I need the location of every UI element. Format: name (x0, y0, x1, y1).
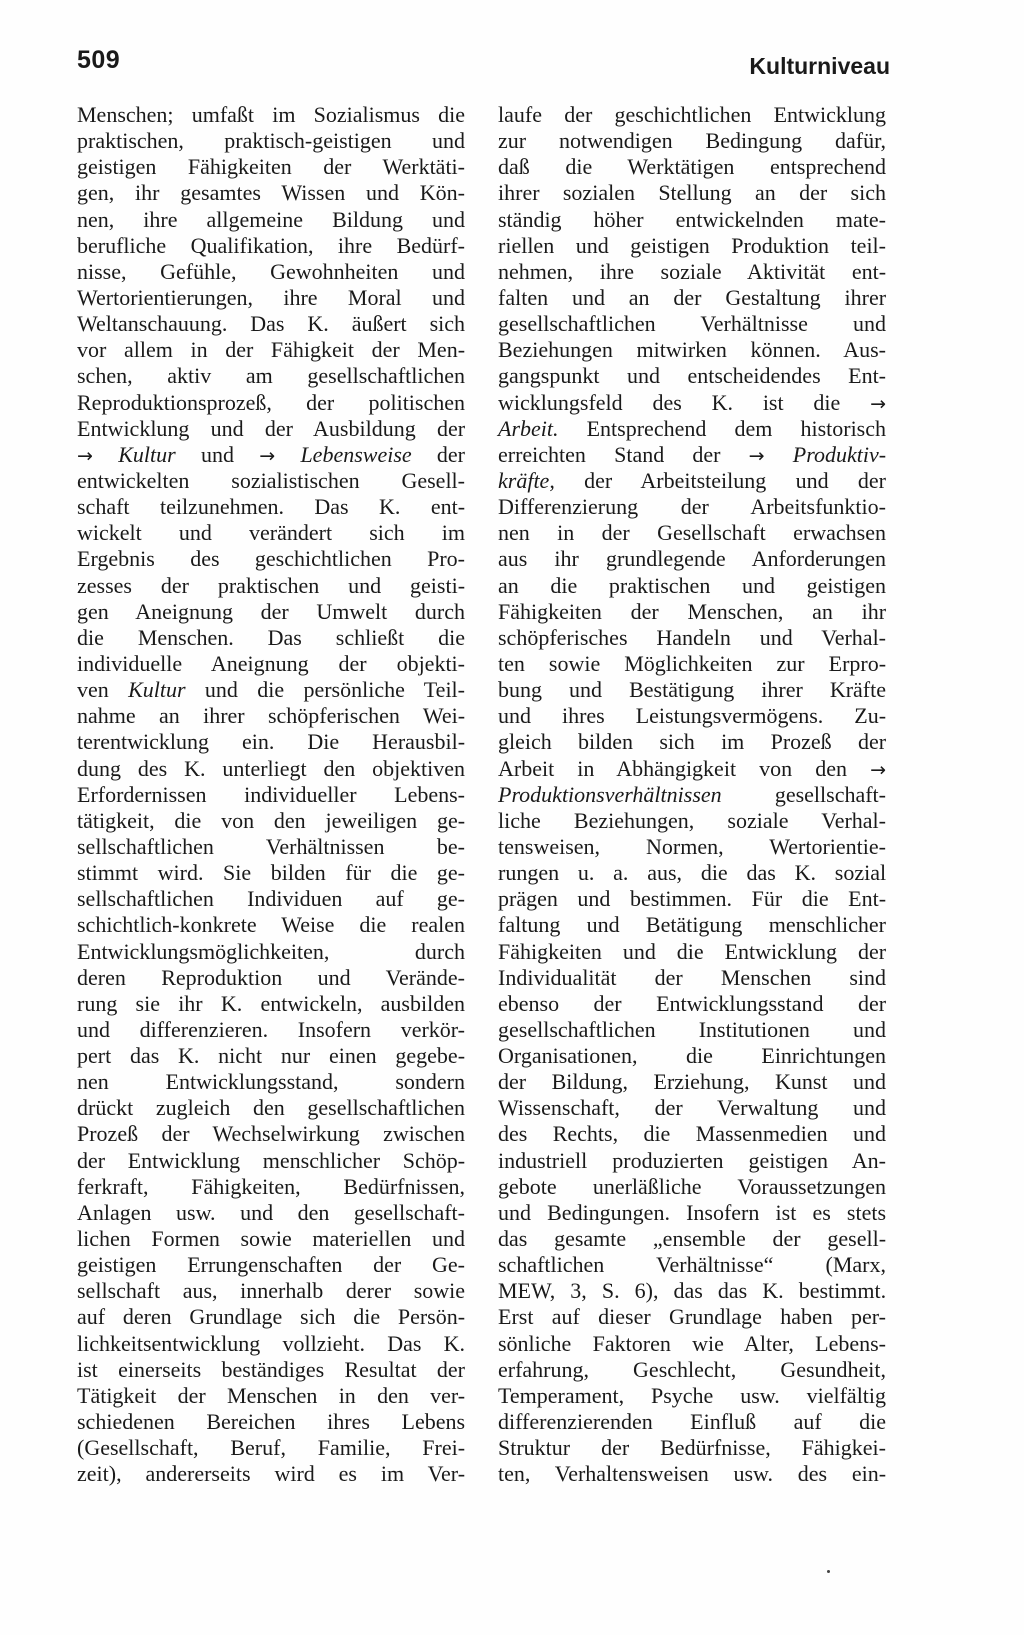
text-line: prägen und bestimmen. Für die Ent- (498, 886, 887, 912)
text-line: Struktur der Bedürfnisse, Fähigkei- (498, 1435, 886, 1461)
text-line: erreichten Stand der → Produktiv- (498, 441, 887, 467)
text-line: Produktionsverhältnissen gesellschaft- (498, 781, 886, 807)
text-line: Anlagen usw. und den gesellschaft- (77, 1199, 465, 1225)
text-line: der Entwicklung menschlicher Schöp- (77, 1147, 466, 1173)
text-line: Individualität der Menschen sind (498, 964, 887, 990)
text-line: und ihres Leistungsvermögens. Zu- (498, 703, 887, 729)
text-line: Ergebnis des geschichtlichen Pro- (77, 546, 465, 572)
text-line: ten, Verhaltensweisen usw. des ein- (498, 1461, 887, 1487)
cross-reference-term: Kultur (118, 441, 176, 467)
text-line: deren Reproduktion und Verände- (77, 964, 465, 990)
text-line: nisse, Gefühle, Gewohnheiten und (77, 258, 466, 284)
cross-reference-term: Produktiv- (792, 441, 887, 467)
text-line: praktischen, praktisch-geistigen und (77, 128, 465, 154)
text-line: laufe der geschichtlichen Entwicklung (498, 102, 886, 127)
text-line: Wissenschaft, der Verwaltung und (498, 1095, 887, 1121)
text-line: drückt zugleich den gesellschaftlichen (77, 1095, 466, 1121)
text-line: stimmt wird. Sie bilden für die ge- (77, 860, 465, 886)
text-line: Tätigkeit der Menschen in den ver- (77, 1382, 466, 1408)
text-line: der Bildung, Erziehung, Kunst und (498, 1069, 887, 1095)
right-text-column (498, 102, 886, 1487)
text-line: die Menschen. Das schließt die (77, 624, 466, 650)
cross-reference-term: Arbeit. (498, 415, 559, 441)
text-line: ten sowie Möglichkeiten zur Erpro- (498, 650, 887, 676)
text-line: individuelle Aneignung der objekti- (77, 650, 465, 676)
running-head: Kulturniveau (749, 53, 890, 79)
text-line: gebote unerläßliche Voraussetzungen (498, 1173, 887, 1199)
text-line: terentwicklung ein. Die Herausbil- (77, 729, 466, 755)
text-line: gen, ihr gesamtes Wissen und Kön- (77, 180, 465, 206)
text-line: das gesamte „ensemble der gesell- (498, 1226, 887, 1252)
text-line: Prozeß der Wechselwirkung zwischen (77, 1121, 466, 1147)
text-line: Wertorientierungen, ihre Moral und (77, 284, 465, 310)
text-line: wickelt und verändert sich im (77, 520, 466, 546)
text-line: kräfte, der Arbeitsteilung und der (498, 467, 886, 493)
text-line: gangspunkt und entscheidendes Ent- (498, 363, 887, 389)
text-line: und differenzieren. Insofern verkör- (77, 1016, 466, 1042)
cross-reference-arrow-icon: → (259, 444, 276, 467)
text-line: schaftlichen Verhältnisse“ (Marx, (498, 1252, 886, 1278)
text-line: aus ihr grundlegende Anforderungen (498, 546, 886, 572)
page-number: 509 (77, 46, 121, 74)
left-text-column (77, 102, 465, 1487)
text-line: sönliche Faktoren wie Alter, Lebens- (498, 1330, 887, 1356)
text-line: Organisationen, die Einrichtungen (498, 1043, 887, 1069)
text-line: riellen und geistigen Produktion teil- (498, 232, 886, 258)
text-line: Erfordernissen individueller Lebens- (77, 781, 466, 807)
text-line: pert das K. nicht nur einen gegebe- (77, 1043, 466, 1069)
cross-reference-arrow-icon: → (748, 444, 765, 467)
cross-reference-term: Produktionsverhältnissen (498, 781, 722, 807)
cross-reference-arrow-icon: → (77, 444, 93, 467)
text-line: schiedenen Bereichen ihres Lebens (77, 1409, 466, 1435)
text-line: schaft teilzunehmen. Das K. ent- (77, 494, 466, 520)
text-line: Beziehungen mitwirken können. Aus- (498, 337, 886, 363)
text-line: lichen Formen sowie materiellen und (77, 1226, 465, 1252)
text-line: sellschaftlichen Individuen auf ge- (77, 886, 466, 912)
text-line: schichtlich-konkrete Weise die realen (77, 912, 466, 938)
text-line: gesellschaftlichen Institutionen und (498, 1016, 887, 1042)
text-line: rungen u. a. aus, die das K. sozial (498, 860, 887, 886)
text-line: entwickelten sozialistischen Gesell- (77, 467, 465, 493)
cross-reference-arrow-icon: → (870, 392, 887, 415)
cross-reference-term: kräfte, (498, 467, 555, 493)
text-line: ihrer sozialen Stellung an der sich (498, 180, 886, 206)
text-line: Differenzierung der Arbeitsfunktio- (498, 494, 886, 520)
text-line: differenzierenden Einfluß auf die (498, 1409, 887, 1435)
text-line: schöpferisches Handeln und Verhal- (498, 624, 887, 650)
text-line: Temperament, Psyche usw. vielfältig (498, 1382, 887, 1408)
text-line: faltung und Betätigung menschlicher (498, 912, 887, 938)
text-line: Menschen; umfaßt im Sozialismus die (77, 102, 466, 127)
text-line: → Kultur und → Lebensweise der (77, 441, 466, 467)
text-line: schen, aktiv am gesellschaftlichen (77, 363, 466, 389)
text-line: nen Entwicklungsstand, sondern (77, 1069, 466, 1095)
cross-reference-term: Lebensweise (300, 441, 412, 467)
text-line: Reproduktionsprozeß, der politischen (77, 389, 466, 415)
text-line: nen in der Gesellschaft erwachsen (498, 520, 886, 546)
text-line: tensweisen, Normen, Wertorientie- (498, 833, 886, 859)
text-line: nahme an ihrer schöpferischen Wei- (77, 703, 466, 729)
text-line: bung und Bestätigung ihrer Kräfte (498, 677, 887, 703)
text-line: rung sie ihr K. entwickeln, ausbilden (77, 990, 465, 1016)
text-line: wicklungsfeld des K. ist die → (498, 389, 887, 415)
text-line: und Bedingungen. Insofern ist es stets (498, 1199, 887, 1225)
text-line: an die praktischen und geistigen (498, 572, 886, 598)
text-line: industriell produzierten geistigen An- (498, 1147, 887, 1173)
text-line: Arbeit in Abhängigkeit von den → (498, 755, 887, 781)
text-line: auf deren Grundlage sich die Persön- (77, 1304, 466, 1330)
text-line: Entwicklung und der Ausbildung der (77, 415, 466, 441)
text-line: dung des K. unterliegt den objektiven (77, 755, 466, 781)
text-line: ständig höher entwickelnden mate- (498, 206, 886, 232)
text-line: gesellschaftlichen Verhältnisse und (498, 311, 886, 337)
text-line: Entwicklungsmöglichkeiten, durch (77, 938, 465, 964)
text-line: MEW, 3, S. 6), das das K. bestimmt. (498, 1278, 887, 1304)
text-line: berufliche Qualifikation, ihre Bedürf- (77, 232, 466, 258)
text-line: Fähigkeiten der Menschen, an ihr (498, 598, 887, 624)
text-line: sellschaftlichen Verhältnissen be- (77, 833, 466, 859)
text-line: tätigkeit, die von den jeweiligen ge- (77, 807, 466, 833)
text-line: geistigen Fähigkeiten der Werktäti- (77, 154, 465, 180)
text-line: des Rechts, die Massenmedien und (498, 1121, 887, 1147)
text-line: ferkraft, Fähigkeiten, Bedürfnissen, (77, 1173, 466, 1199)
text-line: zur notwendigen Bedingung dafür, (498, 128, 887, 154)
text-line: daß die Werktätigen entsprechend (498, 154, 887, 180)
text-line: zeit), andererseits wird es im Ver- (77, 1461, 466, 1487)
text-line: erfahrung, Geschlecht, Gesundheit, (498, 1356, 887, 1382)
text-line: nen, ihre allgemeine Bildung und (77, 206, 466, 232)
text-line: gen Aneignung der Umwelt durch (77, 598, 466, 624)
text-line: Fähigkeiten und die Entwicklung der (498, 938, 887, 964)
text-line: gleich bilden sich im Prozeß der (498, 729, 887, 755)
text-line: falten und an der Gestaltung ihrer (498, 284, 887, 310)
text-line: zesses der praktischen und geisti- (77, 572, 466, 598)
text-line: lichkeitsentwicklung vollzieht. Das K. (77, 1330, 465, 1356)
text-line: ven Kultur und die persönliche Teil- (77, 677, 465, 703)
print-speck (827, 1570, 830, 1573)
text-line: vor allem in der Fähigkeit der Men- (77, 337, 466, 363)
text-line: ist einerseits beständiges Resultat der (77, 1356, 465, 1382)
text-line: geistigen Errungenschaften der Ge- (77, 1252, 466, 1278)
text-line: liche Beziehungen, soziale Verhal- (498, 807, 886, 833)
cross-reference-term: Kultur (128, 677, 186, 703)
text-line: nehmen, ihre soziale Aktivität ent- (498, 258, 887, 284)
text-line: Arbeit. Entsprechend dem historisch (498, 415, 887, 441)
text-line: Weltanschauung. Das K. äußert sich (77, 311, 466, 337)
text-line: ebenso der Entwicklungsstand der (498, 990, 887, 1016)
text-line: sellschaft aus, innerhalb derer sowie (77, 1278, 466, 1304)
text-line: (Gesellschaft, Beruf, Familie, Frei- (77, 1435, 466, 1461)
cross-reference-arrow-icon: → (870, 758, 887, 781)
text-line: Erst auf dieser Grundlage haben per- (498, 1304, 887, 1330)
